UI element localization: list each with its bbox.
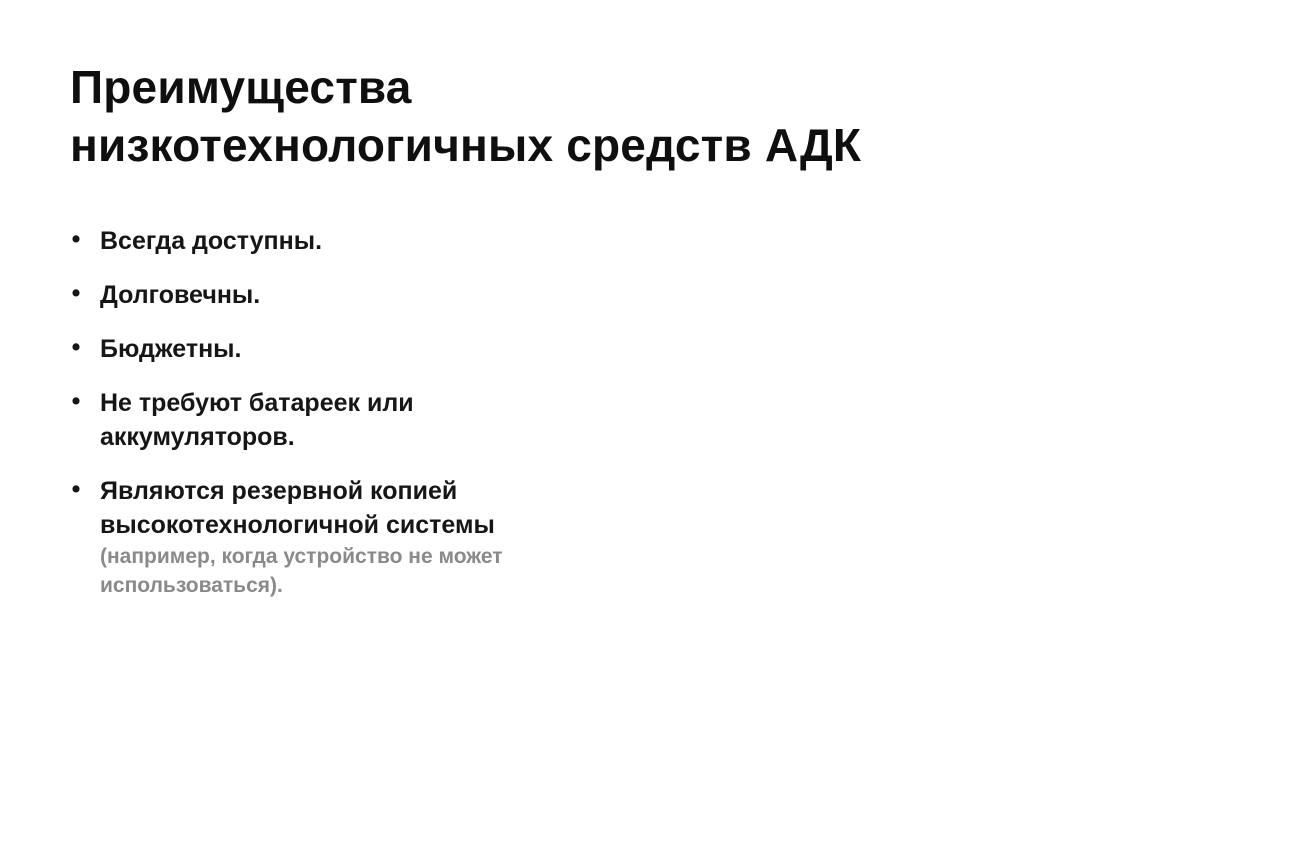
bullet-icon: • xyxy=(71,475,81,503)
list-item-text: Всегда доступны. xyxy=(100,227,323,255)
list-item xyxy=(70,386,590,454)
bullet-icon: • xyxy=(71,333,81,361)
list-item xyxy=(70,224,590,258)
list-item-text-line-2: аккумуляторов. xyxy=(100,423,295,451)
title-line-2: низкотехнологичных средств АДК xyxy=(70,119,862,171)
list-item-text-line-1: Не требуют батареек или xyxy=(100,389,414,417)
list-item xyxy=(70,278,590,312)
list-item xyxy=(70,332,590,366)
advantages-list xyxy=(70,224,590,620)
list-item-note-line-2: использоваться). xyxy=(100,574,283,597)
list-item-note-line-1: (например, когда устройство не может xyxy=(100,545,503,568)
slide-title xyxy=(70,58,861,174)
list-item-text: Бюджетны. xyxy=(100,335,242,363)
list-item-text-line-2: высокотехнологичной системы xyxy=(100,511,495,539)
bullet-icon: • xyxy=(71,279,81,307)
bullet-icon: • xyxy=(71,225,81,253)
list-item xyxy=(70,474,590,600)
bullet-icon: • xyxy=(71,387,81,415)
title-line-1: Преимущества xyxy=(70,61,412,113)
list-item-text-line-1: Являются резервной копией xyxy=(100,477,458,505)
list-item-text: Долговечны. xyxy=(100,281,261,309)
